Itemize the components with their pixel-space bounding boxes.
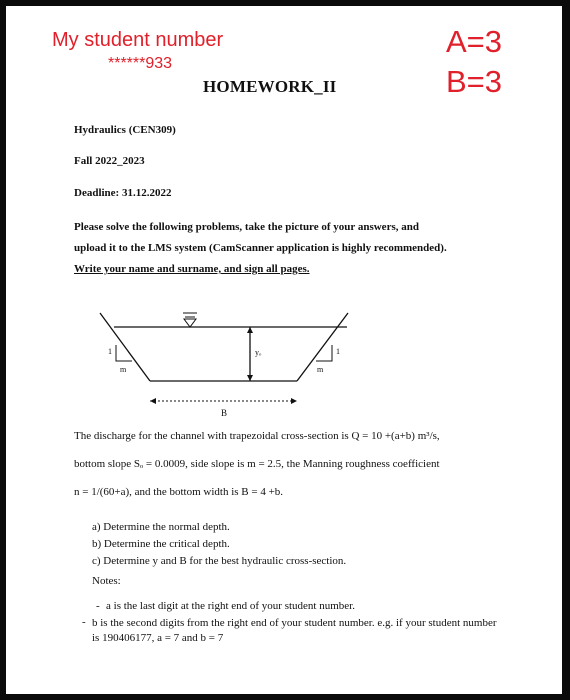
handwritten-a-value: A=3 [446, 24, 503, 59]
frame-right [562, 0, 570, 700]
bottom-width-arrow-right [291, 398, 297, 404]
question-item: b) Determine the critical depth. [92, 538, 230, 550]
water-surface-symbol [184, 319, 196, 327]
trapezoidal-channel-diagram [92, 305, 367, 423]
bottom-width-arrow-left [150, 398, 156, 404]
frame-left [0, 0, 6, 700]
right-slope-vertical-label: 1 [336, 347, 340, 356]
depth-arrow-bottom [247, 375, 253, 381]
problem-statement-line: The discharge for the channel with trapezoidal cross-section is Q = 10 +(a+b) m³/s, [74, 430, 440, 442]
instruction-line: upload it to the LMS system (CamScanner application is highly recommended). [74, 242, 447, 254]
note-bullet: - [96, 600, 100, 612]
note-item: a is the last digit at the right end of your student number. [106, 600, 355, 612]
question-item: c) Determine y and B for the best hydraulic cross-section. [92, 555, 347, 567]
left-slope-vertical-label: 1 [108, 347, 112, 356]
depth-arrow-top [247, 327, 253, 333]
right-slope-horizontal-label: m [317, 365, 324, 374]
problem-statement-line: n = 1/(60+a), and the bottom width is B = 4 +b. [74, 486, 284, 498]
left-slope-horizontal-label: m [120, 365, 127, 374]
note-item: b is the second digits from the right end of your student number. e.g. if your student number is 190406177, a = 7 and b = 7 [92, 617, 497, 644]
homework-title: HOMEWORK_II [203, 77, 337, 96]
course-name: Hydraulics (CEN309) [74, 124, 176, 136]
handwritten-student-number-label: My student number [52, 29, 224, 51]
note-bullet: - [82, 616, 86, 628]
frame-bottom [0, 694, 570, 700]
depth-label: yₒ [255, 348, 262, 357]
semester: Fall 2022_2023 [74, 155, 145, 167]
frame-top [0, 0, 570, 6]
problem-statement-line: bottom slope Sₒ = 0.0009, side slope is m = 2.5, the Manning roughness coefficient [74, 458, 440, 470]
handwritten-student-number-value: ******933 [108, 55, 173, 72]
notes-label: Notes: [92, 575, 121, 587]
bottom-width-label: B [221, 408, 228, 418]
instruction-line: Please solve the following problems, take the picture of your answers, and [74, 221, 419, 233]
handwritten-b-value: B=3 [446, 64, 503, 99]
question-item: a) Determine the normal depth. [92, 521, 230, 533]
instruction-line-underlined: Write your name and surname, and sign all pages. [74, 263, 310, 275]
deadline: Deadline: 31.12.2022 [74, 187, 172, 199]
